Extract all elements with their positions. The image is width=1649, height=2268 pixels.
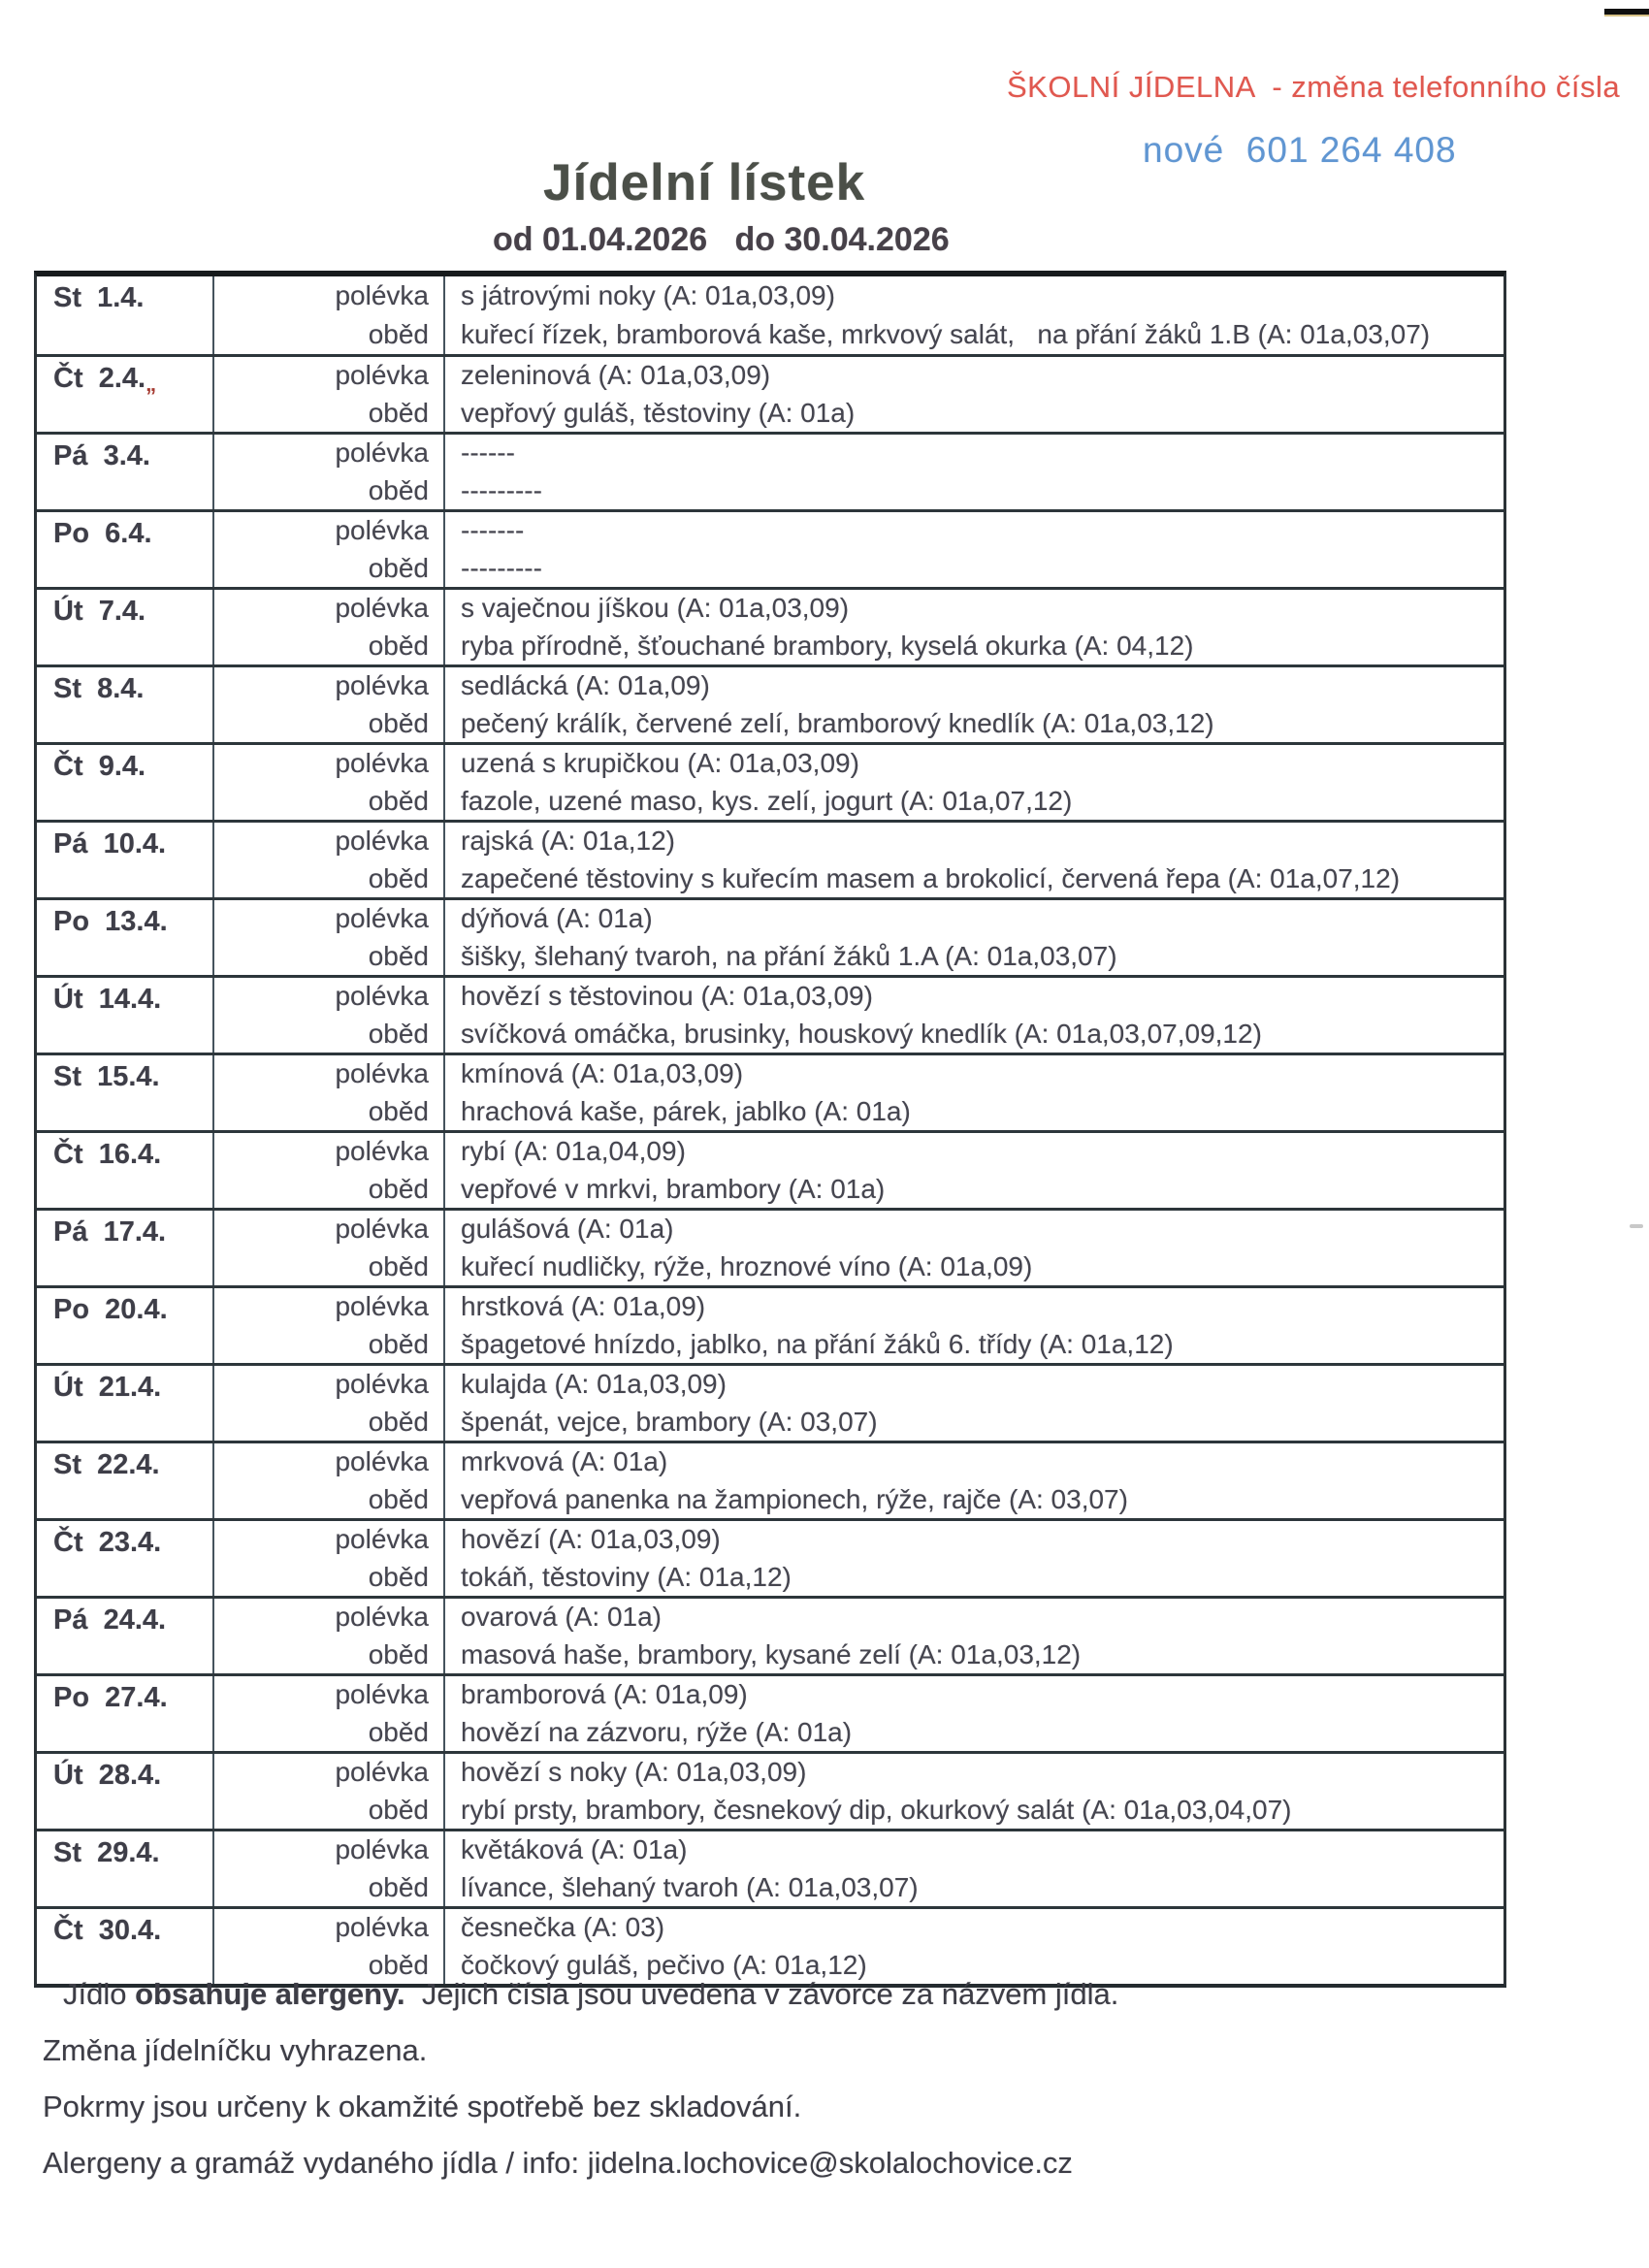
course-cell <box>214 1366 445 1441</box>
lunch-text: kuřecí řízek, bramborová kaše, mrkvový salát, na přání žáků 1.B (A: 01a,03,07) <box>461 319 1431 349</box>
course-cell <box>214 1288 445 1363</box>
lunch-text: fazole, uzené maso, kys. zelí, jogurt (A: 01a,07,12) <box>461 785 1073 816</box>
meals-cell <box>445 512 1504 587</box>
course-cell <box>214 1909 445 1984</box>
soup-text: mrkvová (A: 01a) <box>461 1446 668 1477</box>
menu-day-row <box>37 1596 1504 1673</box>
course-label-lunch: oběd <box>368 1250 429 1281</box>
menu-day-row <box>37 664 1504 742</box>
meals-cell <box>445 745 1504 820</box>
lunch-text: tokáň, těstoviny (A: 01a,12) <box>461 1561 792 1592</box>
course-label-soup: polévka <box>335 748 429 779</box>
lunch-text: špenát, vejce, brambory (A: 03,07) <box>461 1406 878 1437</box>
soup-text: sedlácká (A: 01a,09) <box>461 670 710 701</box>
menu-day-row <box>37 1441 1504 1518</box>
course-label-soup: polévka <box>335 1058 429 1089</box>
day-label: Út 28.4. <box>53 1760 162 1791</box>
course-cell <box>214 276 445 354</box>
course-label-lunch: oběd <box>368 474 429 505</box>
course-cell <box>214 1676 445 1751</box>
course-label-soup: polévka <box>335 1291 429 1322</box>
soup-text: bramborová (A: 01a,09) <box>461 1679 748 1710</box>
soup-text: rybí (A: 01a,04,09) <box>461 1136 686 1167</box>
soup-text: s vaječnou jíškou (A: 01a,03,09) <box>461 593 850 624</box>
page-title: Jídelní lístek <box>543 154 866 211</box>
menu-day-row <box>37 1829 1504 1906</box>
soup-text: květáková (A: 01a) <box>461 1834 688 1865</box>
day-label: Čt 16.4. <box>53 1139 162 1170</box>
day-label: St 1.4. <box>53 282 145 313</box>
course-label-soup: polévka <box>335 1757 429 1788</box>
course-label-soup: polévka <box>335 1446 429 1477</box>
day-cell <box>37 1676 214 1751</box>
day-label: Po 6.4. <box>53 518 152 549</box>
soup-text: rajská (A: 01a,12) <box>461 826 675 857</box>
footer-notes <box>43 1977 1556 2181</box>
meals-cell <box>445 1521 1504 1596</box>
course-label-lunch: oběd <box>368 1328 429 1359</box>
day-cell <box>37 590 214 664</box>
course-label-soup: polévka <box>335 670 429 701</box>
meals-cell <box>445 1288 1504 1363</box>
meals-cell <box>445 1599 1504 1673</box>
day-label: Čt 30.4. <box>53 1915 162 1946</box>
consumption-note: Pokrmy jsou určeny k okamžité spotřebě bez skladování. <box>43 2090 802 2123</box>
course-label-lunch: oběd <box>368 1483 429 1514</box>
day-label: St 8.4. <box>53 673 145 704</box>
day-cell <box>37 1443 214 1518</box>
soup-text: hovězí s těstovinou (A: 01a,03,09) <box>461 981 873 1012</box>
course-label-lunch: oběd <box>368 862 429 893</box>
lunch-text: vepřové v mrkvi, brambory (A: 01a) <box>461 1173 886 1204</box>
soup-text: ------ <box>461 437 515 469</box>
lunch-text: čočkový guláš, pečivo (A: 01a,12) <box>461 1949 867 1980</box>
course-cell <box>214 1211 445 1285</box>
soup-text: uzená s krupičkou (A: 01a,03,09) <box>461 748 859 779</box>
course-cell <box>214 1754 445 1829</box>
course-label-lunch: oběd <box>368 707 429 738</box>
course-label-lunch: oběd <box>368 1949 429 1980</box>
course-label-soup: polévka <box>335 1679 429 1710</box>
course-label-lunch: oběd <box>368 1095 429 1126</box>
course-cell <box>214 512 445 587</box>
menu-day-row <box>37 354 1504 432</box>
menu-day-row <box>37 1130 1504 1208</box>
day-label: St 29.4. <box>53 1837 160 1868</box>
soup-text: gulášová (A: 01a) <box>461 1214 674 1245</box>
course-label-lunch: oběd <box>368 1716 429 1747</box>
meals-cell <box>445 1443 1504 1518</box>
lunch-text: --------- <box>461 552 542 583</box>
soup-text: kulajda (A: 01a,03,09) <box>461 1369 727 1400</box>
day-label: Út 21.4. <box>53 1372 162 1403</box>
meals-cell <box>445 823 1504 897</box>
menu-day-row <box>37 432 1504 509</box>
day-cell <box>37 1521 214 1596</box>
meals-cell <box>445 357 1504 432</box>
course-cell <box>214 357 445 432</box>
day-label: St 15.4. <box>53 1061 160 1092</box>
course-label-lunch: oběd <box>368 630 429 661</box>
new-phone-number: nové 601 264 408 <box>1143 130 1457 170</box>
course-label-soup: polévka <box>335 515 429 546</box>
meals-cell <box>445 276 1504 354</box>
menu-day-row <box>37 587 1504 664</box>
soup-text: s játrovými noky (A: 01a,03,09) <box>461 280 835 310</box>
day-cell <box>37 1599 214 1673</box>
day-cell <box>37 823 214 897</box>
course-label-soup: polévka <box>335 981 429 1012</box>
course-label-lunch: oběd <box>368 397 429 428</box>
course-label-lunch: oběd <box>368 1173 429 1204</box>
meals-cell <box>445 1676 1504 1751</box>
meals-cell <box>445 1055 1504 1130</box>
meals-cell <box>445 978 1504 1053</box>
course-label-lunch: oběd <box>368 785 429 816</box>
menu-day-row <box>37 276 1504 354</box>
meals-cell <box>445 1133 1504 1208</box>
day-label: St 22.4. <box>53 1449 160 1480</box>
course-cell <box>214 978 445 1053</box>
course-label-lunch: oběd <box>368 940 429 971</box>
lunch-text: rybí prsty, brambory, česnekový dip, okurkový salát (A: 01a,03,04,07) <box>461 1794 1292 1825</box>
day-cell <box>37 1288 214 1363</box>
meals-cell <box>445 1366 1504 1441</box>
menu-day-row <box>37 1751 1504 1829</box>
soup-text: dýňová (A: 01a) <box>461 903 653 934</box>
day-label: Po 27.4. <box>53 1682 168 1713</box>
lunch-text: pečený králík, červené zelí, bramborový knedlík (A: 01a,03,12) <box>461 707 1214 738</box>
meals-cell <box>445 435 1504 509</box>
day-cell <box>37 1831 214 1906</box>
day-label: Pá 3.4. <box>53 440 150 471</box>
menu-day-row <box>37 1518 1504 1596</box>
meals-cell <box>445 1754 1504 1829</box>
course-label-lunch: oběd <box>368 1406 429 1437</box>
course-label-soup: polévka <box>335 1912 429 1943</box>
day-label: Čt 23.4. <box>53 1527 162 1558</box>
course-cell <box>214 667 445 742</box>
lunch-text: hrachová kaše, párek, jablko (A: 01a) <box>461 1095 911 1126</box>
day-cell <box>37 512 214 587</box>
menu-day-row <box>37 897 1504 975</box>
day-cell <box>37 667 214 742</box>
lunch-text: zapečené těstoviny s kuřecím masem a brokolicí, červená řepa (A: 01a,07,12) <box>461 862 1401 893</box>
meals-cell <box>445 1909 1504 1984</box>
course-label-soup: polévka <box>335 1524 429 1555</box>
lunch-text: kuřecí nudličky, rýže, hroznové víno (A: 01a,09) <box>461 1250 1033 1281</box>
course-label-soup: polévka <box>335 360 429 391</box>
course-label-lunch: oběd <box>368 1794 429 1825</box>
day-cell <box>37 1133 214 1208</box>
course-cell <box>214 823 445 897</box>
day-label: Po 13.4. <box>53 906 168 937</box>
day-label: Pá 24.4. <box>53 1604 167 1636</box>
soup-text: hovězí s noky (A: 01a,03,09) <box>461 1757 807 1788</box>
day-cell <box>37 1055 214 1130</box>
lunch-text: vepřová panenka na žampionech, rýže, rajče (A: 03,07) <box>461 1483 1128 1514</box>
soup-text: zeleninová (A: 01a,03,09) <box>461 360 771 391</box>
menu-day-row <box>37 1285 1504 1363</box>
soup-text: hovězí (A: 01a,03,09) <box>461 1524 721 1555</box>
course-label-soup: polévka <box>335 826 429 857</box>
day-suffix-mark: „ <box>146 372 157 397</box>
course-cell <box>214 745 445 820</box>
menu-day-row <box>37 1673 1504 1751</box>
day-cell <box>37 1754 214 1829</box>
course-label-soup: polévka <box>335 593 429 624</box>
soup-text: česnečka (A: 03) <box>461 1912 665 1943</box>
soup-text: kmínová (A: 01a,03,09) <box>461 1058 744 1089</box>
menu-change-note: Změna jídelníčku vyhrazena. <box>43 2033 428 2067</box>
day-label: Čt 9.4. <box>53 751 146 782</box>
course-label-soup: polévka <box>335 1602 429 1633</box>
course-label-lunch: oběd <box>368 319 429 349</box>
course-cell <box>214 590 445 664</box>
lunch-text: špagetové hnízdo, jablko, na přání žáků 6. třídy (A: 01a,12) <box>461 1328 1174 1359</box>
day-label: Út 7.4. <box>53 596 146 627</box>
soup-text: ovarová (A: 01a) <box>461 1602 662 1633</box>
menu-day-row <box>37 742 1504 820</box>
day-label: Út 14.4. <box>53 984 162 1015</box>
day-cell <box>37 745 214 820</box>
course-label-soup: polévka <box>335 903 429 934</box>
day-cell <box>37 900 214 975</box>
day-cell <box>37 1366 214 1441</box>
meals-cell <box>445 1211 1504 1285</box>
day-label: Po 20.4. <box>53 1294 168 1325</box>
course-label-lunch: oběd <box>368 1018 429 1049</box>
day-label: Pá 10.4. <box>53 828 167 859</box>
course-label-lunch: oběd <box>368 1638 429 1669</box>
lunch-text: svíčková omáčka, brusinky, houskový knedlík (A: 01a,03,07,09,12) <box>461 1018 1262 1049</box>
menu-day-row <box>37 1363 1504 1441</box>
course-cell <box>214 1443 445 1518</box>
date-range-subtitle: od 01.04.2026 do 30.04.2026 <box>493 221 950 258</box>
course-label-lunch: oběd <box>368 1871 429 1902</box>
meals-cell <box>445 1831 1504 1906</box>
meals-cell <box>445 667 1504 742</box>
menu-day-row <box>37 820 1504 897</box>
lunch-text: šišky, šlehaný tvaroh, na přání žáků 1.A (A: 01a,03,07) <box>461 940 1117 971</box>
course-label-lunch: oběd <box>368 552 429 583</box>
course-cell <box>214 900 445 975</box>
day-label: Čt 2.4. <box>53 363 146 394</box>
course-cell <box>214 435 445 509</box>
course-cell <box>214 1133 445 1208</box>
menu-day-row <box>37 1053 1504 1130</box>
lunch-text: lívance, šlehaný tvaroh (A: 01a,03,07) <box>461 1871 919 1902</box>
day-cell <box>37 1909 214 1984</box>
soup-text: hrstková (A: 01a,09) <box>461 1291 706 1322</box>
menu-day-row <box>37 509 1504 587</box>
menu-day-row <box>37 1906 1504 1984</box>
day-cell <box>37 357 214 432</box>
course-cell <box>214 1599 445 1673</box>
contact-info-note: Alergeny a gramáž vydaného jídla / info: jidelna.lochovice@skolalochovice.cz <box>43 2146 1073 2180</box>
course-label-lunch: oběd <box>368 1561 429 1592</box>
lunch-text: hovězí na zázvoru, rýže (A: 01a) <box>461 1716 853 1747</box>
course-label-soup: polévka <box>335 1214 429 1245</box>
menu-table <box>34 271 1506 1988</box>
soup-text: ------- <box>461 515 525 546</box>
scan-artifact-dash <box>1604 9 1649 16</box>
day-cell <box>37 1211 214 1285</box>
menu-day-row <box>37 975 1504 1053</box>
course-cell <box>214 1055 445 1130</box>
lunch-text: --------- <box>461 474 542 505</box>
lunch-text: vepřový guláš, těstoviny (A: 01a) <box>461 397 856 428</box>
day-label: Pá 17.4. <box>53 1216 167 1247</box>
course-label-soup: polévka <box>335 437 429 469</box>
cafeteria-phone-change-notice: ŠKOLNÍ JÍDELNA - změna telefonního čísla <box>1007 70 1621 104</box>
lunch-text: ryba přírodně, šťouchané brambory, kyselá okurka (A: 04,12) <box>461 630 1194 661</box>
allergens-note: Jídlo obsahuje alergeny. Jejich čísla jsou uvedena v závorce za názvem jídla. <box>63 1977 1119 2011</box>
day-cell <box>37 978 214 1053</box>
meals-cell <box>445 900 1504 975</box>
course-label-soup: polévka <box>335 1369 429 1400</box>
meals-cell <box>445 590 1504 664</box>
course-label-soup: polévka <box>335 280 429 310</box>
course-cell <box>214 1521 445 1596</box>
course-label-soup: polévka <box>335 1834 429 1865</box>
menu-day-row <box>37 1208 1504 1285</box>
day-cell <box>37 276 214 354</box>
day-cell <box>37 435 214 509</box>
course-label-soup: polévka <box>335 1136 429 1167</box>
lunch-text: masová haše, brambory, kysané zelí (A: 01a,03,12) <box>461 1638 1082 1669</box>
scan-artifact-dot <box>1630 1224 1643 1228</box>
course-cell <box>214 1831 445 1906</box>
